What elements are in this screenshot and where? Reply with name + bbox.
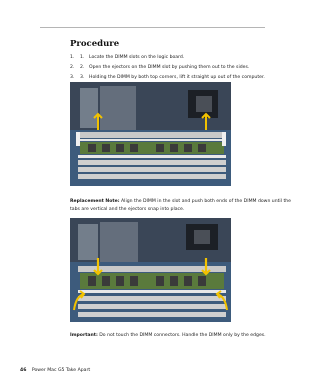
replacement-note-line1: Align the DIMM in the slot and push both ends of the DIMM down until the (119, 199, 291, 204)
step-number-repeat: 1. (80, 55, 85, 60)
procedure-steps (70, 55, 270, 86)
step-number: 2. (70, 65, 75, 71)
page-number: 46 (20, 368, 27, 373)
replacement-note-line2: tabs are vertical and the ejectors snap into place. (70, 207, 185, 212)
replacement-note-label: Replacement Note: (70, 199, 120, 204)
step-number-repeat: 3. (80, 75, 85, 81)
step-number: 1. (70, 55, 75, 60)
step-text: Holding the DIMM by both top corners, lift it straight up out of the computer. (89, 75, 265, 81)
section-title: Procedure (70, 39, 120, 49)
replacement-note (70, 198, 291, 214)
footer-title: Power Mac G5 Take Apart (31, 368, 91, 373)
procedure-step (70, 65, 270, 75)
procedure-step (70, 55, 270, 65)
step-text: Open the ejectors on the DIMM slot by pushing them out to the sides. (89, 65, 250, 71)
header-rule (40, 27, 265, 28)
important-note-label: Important: (70, 333, 98, 338)
important-note (70, 332, 270, 340)
important-note-text: Do not touch the DIMM connectors. Handle the DIMM only by the edges. (97, 333, 266, 338)
step-text: Locate the DIMM slots on the logic board. (89, 55, 185, 60)
page-footer (20, 368, 90, 373)
dimm-removal-photo (70, 82, 231, 186)
dimm-installation-photo (70, 218, 231, 322)
step-number: 3. (70, 75, 75, 81)
step-number-repeat: 2. (80, 65, 85, 71)
